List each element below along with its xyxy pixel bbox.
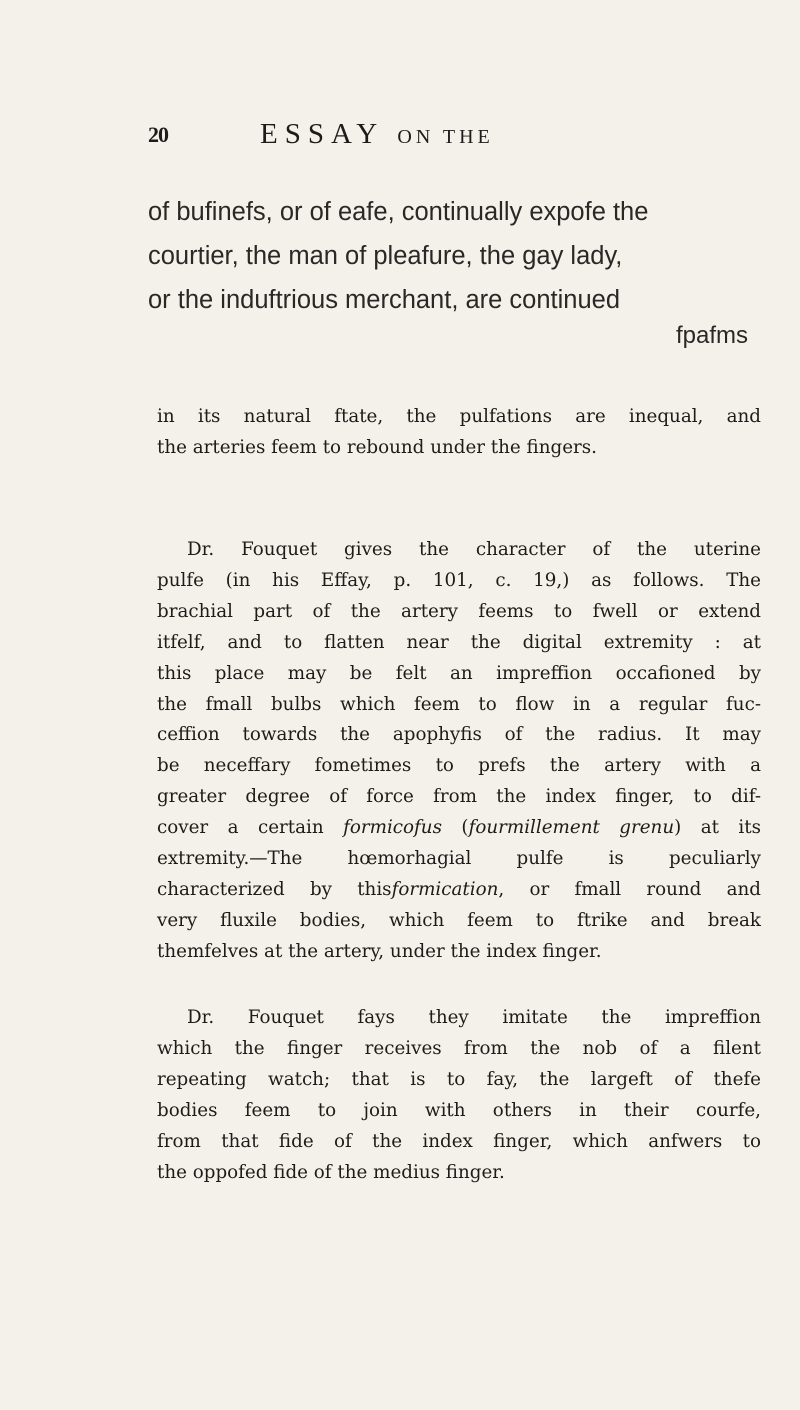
text-run: ) at its xyxy=(674,817,761,839)
text-line: Dr. Fouquet fays they imitate the impreffion xyxy=(187,1007,761,1028)
running-head-main: ESSAY xyxy=(260,118,384,150)
paragraph-1 xyxy=(157,402,761,464)
paragraph-2 xyxy=(157,535,761,968)
text-line xyxy=(157,875,761,906)
text-line: which the finger receives from the nob of a filent xyxy=(157,1037,761,1059)
page-header xyxy=(148,118,668,158)
text-line: ceffion towards the apophyfis of the radius. It may xyxy=(157,724,761,746)
running-head xyxy=(260,118,494,151)
text-line: the arteries feem to rebound under the fingers. xyxy=(157,436,597,458)
overlay-line: of bufinefs, or of eafe, continually expofe the xyxy=(148,198,649,226)
paragraph-3 xyxy=(157,1003,761,1188)
text-line: extremity.—The hœmorhagial pulfe is peculiarly xyxy=(157,848,761,870)
text-line: itfelf, and to flatten near the digital extremity : at xyxy=(157,631,761,653)
italic-term: formication xyxy=(391,878,499,900)
italic-term: fourmillement grenu xyxy=(468,817,675,839)
text-line: greater degree of force from the index finger, to dif- xyxy=(157,786,761,808)
text-line: pulfe (in his Effay, p. 101, c. 19,) as follows. The xyxy=(157,569,761,591)
text-line: themfelves at the artery, under the index finger. xyxy=(157,940,602,962)
text-line: this place may be felt an impreffion occafioned by xyxy=(157,662,761,684)
text-line: from that fide of the index finger, which anfwers to xyxy=(157,1130,761,1152)
text-line xyxy=(157,813,761,844)
text-line: bodies feem to join with others in their courfe, xyxy=(157,1099,761,1121)
text-run: ( xyxy=(441,817,469,839)
text-run: , or fmall round and xyxy=(498,878,761,900)
text-run: characterized by this xyxy=(157,878,392,900)
overlay-line: or the induftrious merchant, are continued xyxy=(148,286,621,314)
text-line: brachial part of the artery feems to fwell or extend xyxy=(157,600,761,622)
page-number: 20 xyxy=(148,122,168,147)
overlay-text-block xyxy=(148,190,760,322)
overlay-line: courtier, the man of pleafure, the gay lady, xyxy=(148,242,623,270)
text-line: Dr. Fouquet gives the character of the uterine xyxy=(187,539,761,560)
text-line: the fmall bulbs which feem to flow in a regular fuc- xyxy=(157,693,761,715)
text-line: repeating watch; that is to fay, the largeft of thefe xyxy=(157,1068,761,1090)
running-head-small: ON THE xyxy=(397,126,494,148)
text-line: be neceffary fometimes to prefs the artery with a xyxy=(157,755,761,777)
text-line: in its natural ftate, the pulfations are inequal, and xyxy=(157,406,761,427)
catchword: fpafms xyxy=(676,322,749,349)
text-line: the oppofed fide of the medius finger. xyxy=(157,1161,505,1183)
italic-term: formicofus xyxy=(343,817,442,839)
text-run: cover a certain xyxy=(157,817,344,839)
text-line: very fluxile bodies, which feem to ftrike and break xyxy=(157,909,761,931)
